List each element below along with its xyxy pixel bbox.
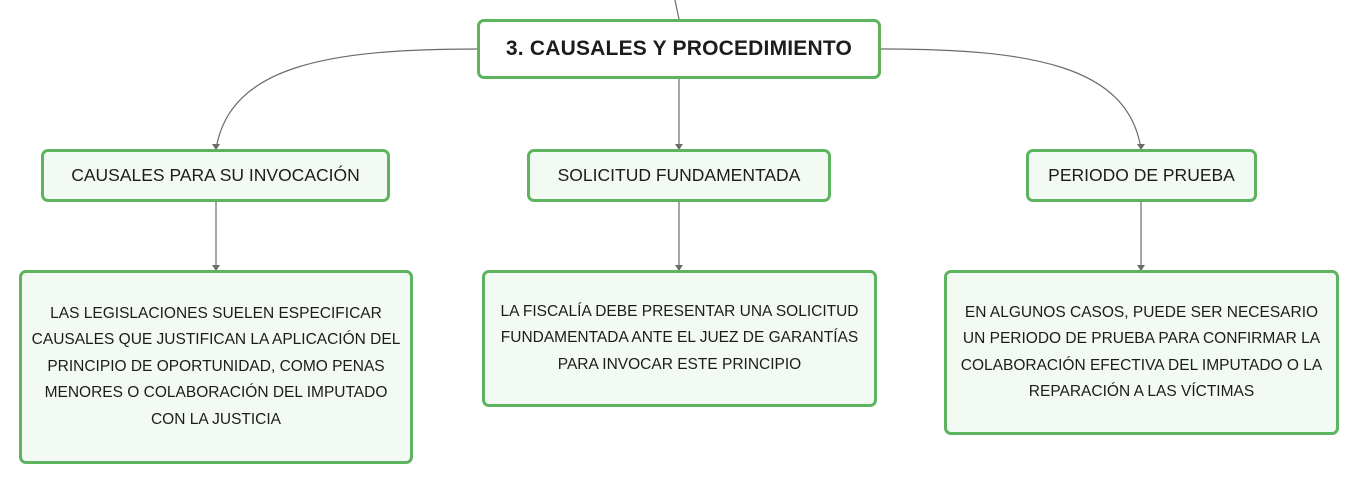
detail-text-periodo: EN ALGUNOS CASOS, PUEDE SER NECESARIO UN PERIODO DE PRUEBA PARA CONFIRMAR LA COLABORACIÓN EFECTIVA DEL IMPUTADO O LA REPARACIÓN A LAS VÍCTIMAS	[960, 303, 1323, 400]
topic-node-periodo[interactable]	[1026, 149, 1257, 202]
root-topic-node[interactable]	[477, 19, 881, 79]
root-topic-label: 3. CAUSALES Y PROCEDIMIENTO	[505, 37, 853, 60]
topic-label-solicitud: SOLICITUD FUNDAMENTADA	[557, 165, 801, 185]
topic-label-periodo: PERIODO DE PRUEBA	[1048, 165, 1235, 185]
topic-label-causales: CAUSALES PARA SU INVOCACIÓN	[71, 165, 360, 185]
detail-text-causales: LAS LEGISLACIONES SUELEN ESPECIFICAR CAUSALES QUE JUSTIFICAN LA APLICACIÓN DEL PRINCIPIO DE OPORTUNIDAD, COMO PENAS MENORES O COLABORACIÓN DEL IMPUTADO CON LA JUSTICIA	[31, 304, 401, 428]
detail-text-solicitud: LA FISCALÍA DEBE PRESENTAR UNA SOLICITUD FUNDAMENTADA ANTE EL JUEZ DE GARANTÍAS PARA INVOCAR ESTE PRINCIPIO	[500, 302, 859, 373]
detail-node-periodo[interactable]	[944, 270, 1339, 435]
connector-incoming	[675, 0, 679, 19]
connector-root-to-periodo	[881, 49, 1141, 149]
detail-node-causales[interactable]	[19, 270, 413, 464]
detail-node-solicitud[interactable]	[482, 270, 877, 407]
topic-node-solicitud[interactable]	[527, 149, 831, 202]
topic-node-causales[interactable]	[41, 149, 390, 202]
connector-root-to-causales	[216, 49, 477, 149]
